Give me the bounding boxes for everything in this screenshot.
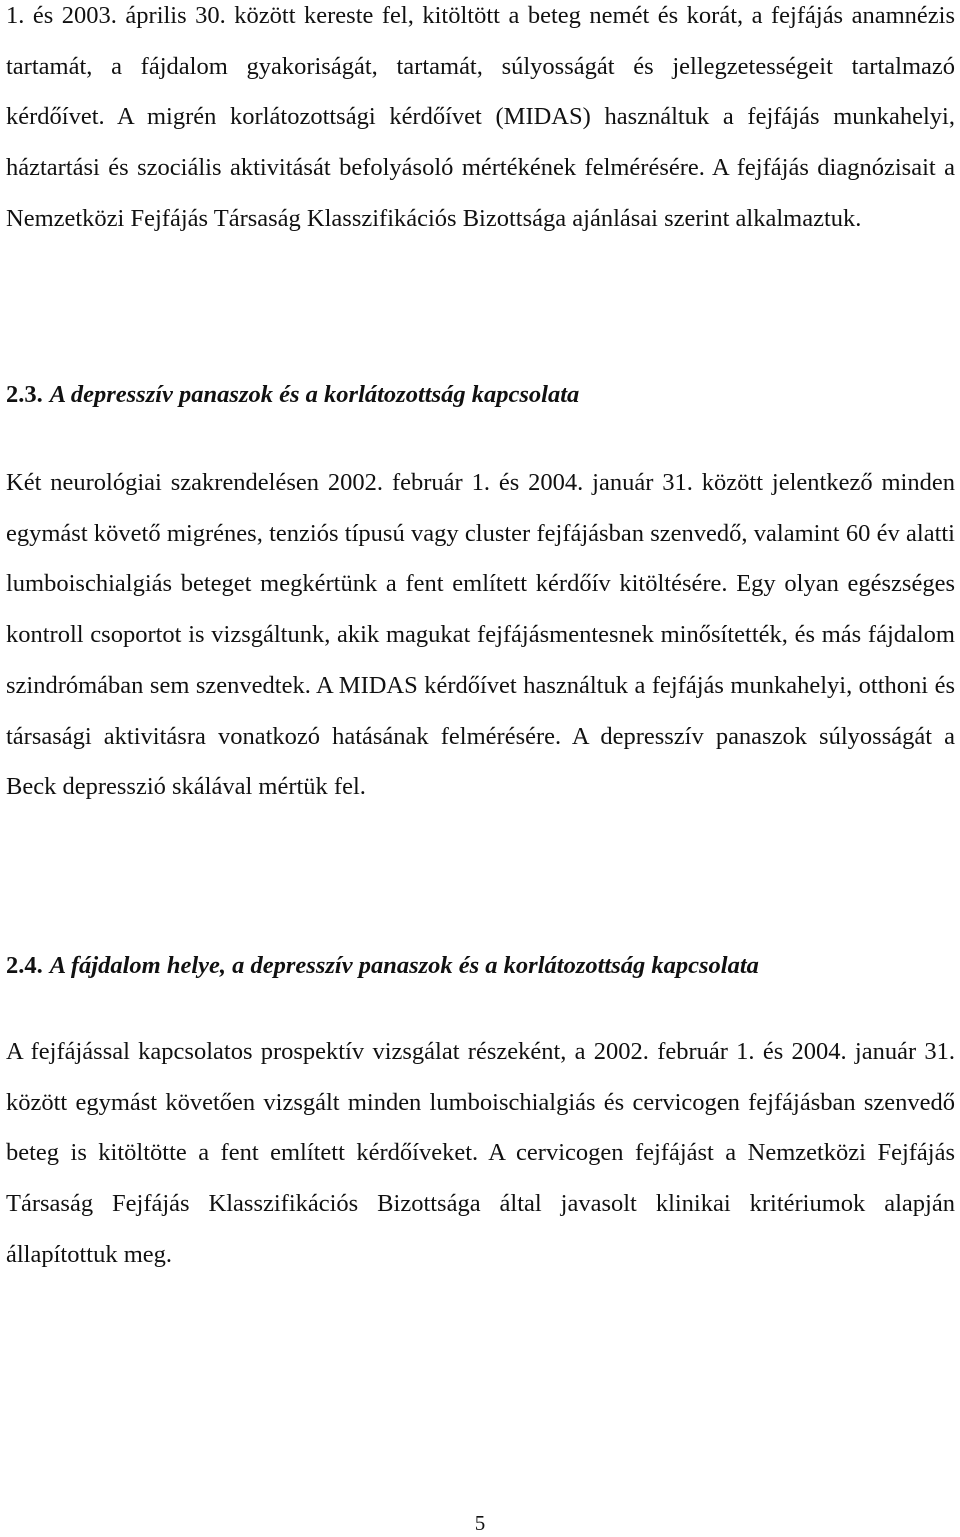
section-number: 2.4.: [6, 952, 43, 979]
section-title: A fájdalom helye, a depresszív panaszok és a korlátozottság kapcsolata: [49, 952, 759, 979]
paragraph-section-2-3: Két neurológiai szakrendelésen 2002. február 1. és 2004. január 31. között jelentkező minden egymást követő migrénes, tenziós típusú vagy cluster fejfájásban szenvedő, valamint 60 év alatti lumboischialgiás beteget megkértünk a fent említett kérdőív kitöltésére. Egy olyan egészséges kontroll csoportot is vizsgáltunk, akik magukat fejfájásmentesnek minősítették, és más fájdalom szindrómában sem szenvedtek. A MIDAS kérdőívet használtuk a fejfájás munkahelyi, otthoni és társasági aktivitásra vonatkozó hatásának felmérésére. A depresszív panaszok súlyosságát a Beck depresszió skálával mértük fel.: [6, 469, 955, 801]
section-title: A depresszív panaszok és a korlátozottság kapcsolata: [49, 381, 580, 408]
page-number: 5: [474, 1511, 486, 1535]
paragraph-section-2-4: A fejfájással kapcsolatos prospektív vizsgálat részeként, a 2002. február 1. és 2004. január 31. között egymást követően vizsgált minden lumboischialgiás és cervicogen fejfájásban szenvedő beteg is kitöltötte a fent említett kérdőíveket. A cervicogen fejfájást a Nemzetközi Fejfájás Társaság Fejfájás Klasszifikációs Bizottsága által javasolt klinikai kritériumok alapján állapítottuk meg.: [6, 1038, 955, 1268]
section-heading-2-3: [6, 380, 579, 410]
section-number: 2.3.: [6, 381, 43, 408]
paragraph-methods-intro: 1. és 2003. április 30. között kereste fel, kitöltött a beteg nemét és korát, a fejfájás anamnézis tartamát, a fájdalom gyakoriságát, tartamát, súlyosságát és jellegzetességeit tartalmazó kérdőívet. A migrén korlátozottsági kérdőívet (MIDAS) használtuk a fejfájás munkahelyi, háztartási és szociális aktivitását befolyásoló mértékének felmérésére. A fejfájás diagnózisait a Nemzetközi Fejfájás Társaság Klasszifikációs Bizottsága ajánlásai szerint alkalmaztuk.: [6, 2, 955, 232]
section-heading-2-4: [6, 951, 759, 981]
